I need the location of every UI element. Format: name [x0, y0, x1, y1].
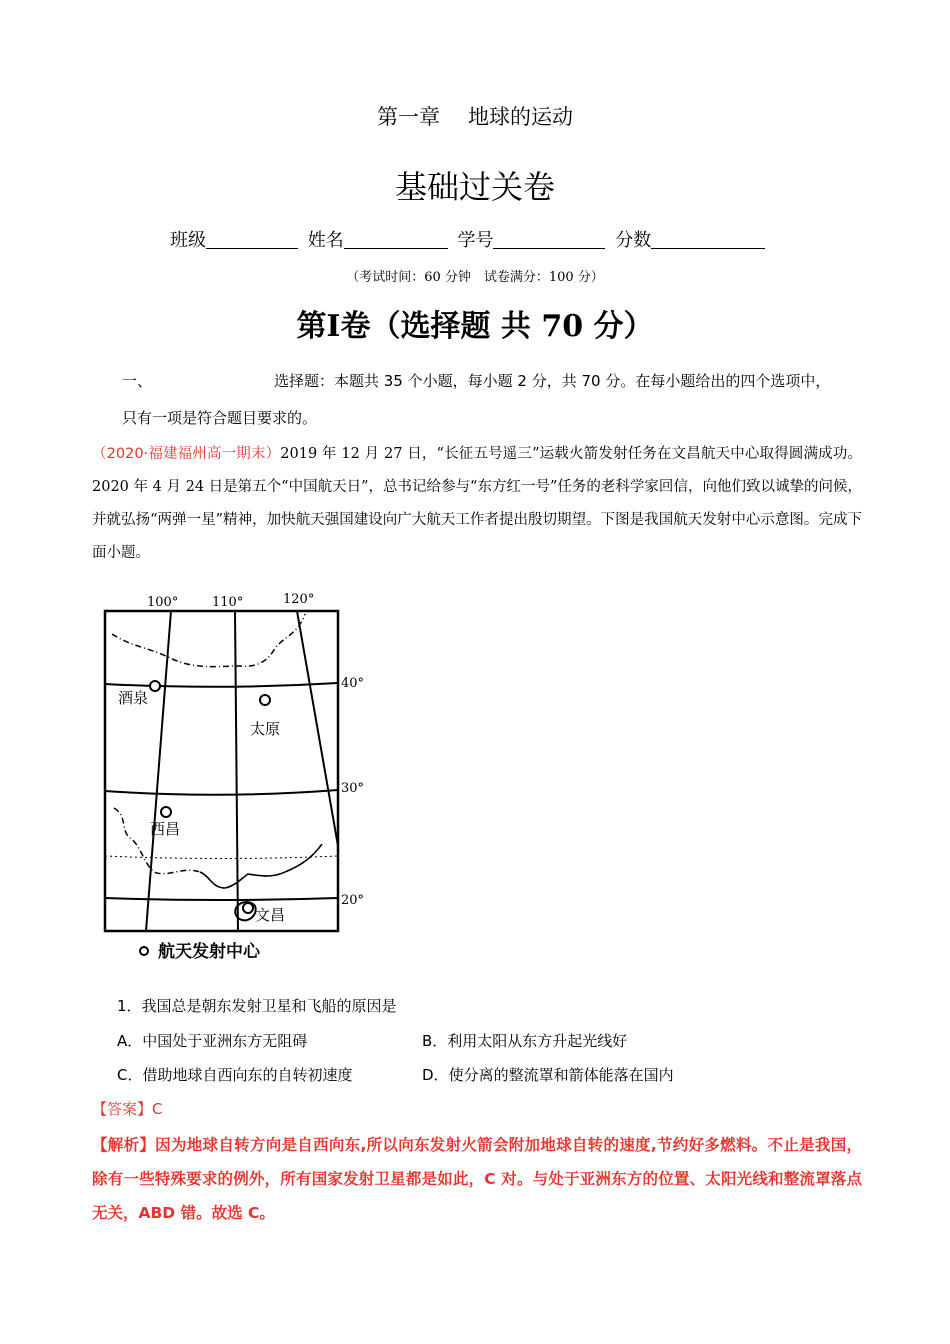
question-1-stem [117, 995, 397, 1016]
parallel-40 [105, 683, 338, 687]
legend-label: 航天发射中心 [158, 942, 260, 962]
latitude-label-40: 40° [341, 676, 365, 691]
answer-label: 【答案】 [92, 1100, 153, 1118]
coastline [200, 844, 322, 888]
meridian-100 [146, 611, 171, 931]
analysis-text: 因为地球自转方向是自西向东,所以向东发射火箭会附加地球自转的速度,节约好多燃料。不止是我国，除有一些特殊要求的例外，所有国家发射卫星都是如此，C 对。与处于亚洲东方的位置、太阳光线和整流罩落点无关，ABD 错。故选 C。 [92, 1136, 862, 1222]
option-b[interactable] [422, 1030, 627, 1051]
longitude-label-110: 110° [212, 595, 244, 610]
latitude-label-20: 20° [341, 893, 365, 908]
option-key: B． [422, 1032, 448, 1050]
passage-text: 2019 年 12 月 27 日，“长征五号遥三”运载火箭发射任务在文昌航天中心取得圆满成功。2020 年 4 月 24 日是第五个“中国航天日”，总书记给参与“东方红一号”任务的老科学家回信，向他们致以诚挚的问候，并就弘扬“两弹一星”精神，加快航天强国建设向广大航天工作者提出殷切期望。下图是我国航天发射中心示意图。完成下面小题。 [92, 446, 862, 561]
chapter-title: 地球的运动 [468, 105, 573, 129]
option-text: 使分离的整流罩和箭体能落在国内 [448, 1066, 674, 1084]
city-label-wenchang: 文昌 [255, 906, 286, 924]
score-label: 分数 [615, 230, 652, 251]
city-label-taiyuan: 太原 [250, 720, 281, 738]
class-blank[interactable] [206, 230, 298, 249]
option-c[interactable] [117, 1064, 353, 1085]
section-number: 一、 [122, 372, 153, 390]
option-key: D． [422, 1066, 449, 1084]
id-label: 学号 [457, 230, 494, 251]
name-blank[interactable] [344, 230, 448, 249]
section-title: 第I卷（选择题 共 70 分） [296, 309, 654, 344]
wenchang-marker [243, 903, 253, 913]
legend-marker [140, 947, 148, 955]
latitude-label-30: 30° [341, 781, 365, 796]
passage [92, 438, 862, 570]
map-frame [105, 611, 338, 931]
city-label-jiuquan: 酒泉 [118, 689, 149, 707]
parallel-30 [105, 790, 338, 795]
score-blank[interactable] [651, 230, 765, 249]
northern-border [112, 614, 305, 667]
answer [92, 1098, 163, 1119]
option-key: C． [117, 1066, 143, 1084]
tropic-line [105, 856, 338, 859]
parallel-20 [105, 898, 338, 900]
chapter-label: 第一章 [377, 105, 440, 129]
meridian-120 [297, 611, 338, 846]
question-number: 1． [117, 997, 142, 1015]
chapter-heading [0, 101, 950, 131]
question-text: 我国总是朝东发射卫星和飞船的原因是 [141, 997, 397, 1015]
option-d[interactable] [422, 1064, 674, 1085]
xichang-marker [161, 807, 171, 817]
instructions-line-2: 只有一项是符合题目要求的。 [122, 409, 318, 427]
passage-source: （2020·福建福州高一期末） [92, 446, 281, 462]
option-text: 中国处于亚洲东方无阻碍 [142, 1032, 308, 1050]
option-text: 利用太阳从东方升起光线好 [447, 1032, 628, 1050]
instructions-line-1 [122, 370, 830, 391]
class-label: 班级 [170, 230, 206, 251]
longitude-label-120: 120° [283, 592, 315, 607]
test-title: 基础过关卷 [394, 168, 555, 206]
option-a[interactable] [117, 1030, 307, 1051]
instructions-text: 选择题：本题共 35 个小题，每小题 2 分，共 70 分。在每小题给出的四个选项中， [274, 372, 831, 390]
option-key: A． [117, 1032, 143, 1050]
exam-meta: （考试时间：60 分钟 试卷满分：100 分） [346, 270, 604, 285]
student-info-line [170, 226, 769, 252]
id-blank[interactable] [493, 230, 605, 249]
southern-border [114, 808, 322, 888]
jiuquan-marker [150, 681, 160, 691]
answer-value: C [152, 1100, 163, 1118]
city-label-xichang: 西昌 [150, 820, 181, 838]
analysis-label: 【解析】 [92, 1136, 156, 1154]
option-text: 借助地球自西向东的自转初速度 [142, 1066, 353, 1084]
name-label: 姓名 [307, 230, 344, 251]
longitude-label-100: 100° [147, 595, 179, 610]
taiyuan-marker [260, 695, 270, 705]
analysis [92, 1128, 862, 1230]
launch-center-map [100, 586, 365, 971]
